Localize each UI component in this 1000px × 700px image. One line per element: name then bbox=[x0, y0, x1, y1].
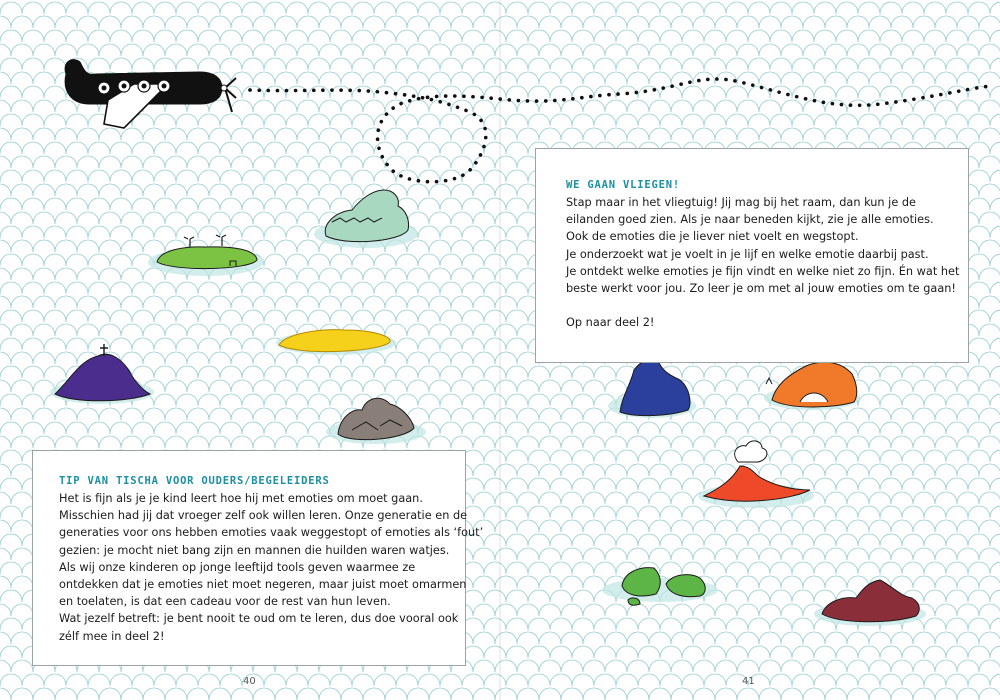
tip-line: en toelaten, is dat een cadeau voor de rest van hun leven. bbox=[59, 595, 391, 609]
tip-line: Het is fijn als je je kind leert hoe hij met emoties om moet gaan. bbox=[59, 492, 423, 505]
tip-line: generaties voor ons hebben emoties vaak weggestopt of emoties als ‘fout’ bbox=[59, 526, 484, 540]
tip-line: Wat jezelf betreft: je bent nooit te oud om te leren, dus doe vooral ook bbox=[59, 612, 459, 626]
intro-text-box bbox=[535, 148, 969, 363]
intro-line: Je ontdekt welke emoties je fijn vindt en welke niet zo fijn. Én wat het bbox=[566, 264, 960, 278]
tip-text-box bbox=[32, 450, 484, 666]
intro-closing: Op naar deel 2! bbox=[566, 316, 655, 330]
intro-line: Je onderzoekt wat je voelt in je lijf en welke emotie daarbij past. bbox=[566, 247, 929, 261]
tip-line: Misschien had jij dat vroeger zelf ook willen leren. Onze generatie en de bbox=[59, 509, 468, 523]
tip-line: gezien: je mocht niet bang zijn en mannen die huilden waren watjes. bbox=[59, 543, 450, 557]
tip-line: zélf mee in deel 2! bbox=[59, 629, 165, 643]
intro-heading: WE GAAN VLIEGEN! bbox=[566, 179, 680, 191]
intro-line: beste werkt voor jou. Zo leer je om met al jouw emoties om te gaan! bbox=[566, 282, 956, 296]
intro-line: Ook de emoties die je liever niet voelt en wegstopt. bbox=[566, 230, 859, 244]
intro-line: eilanden goed zien. Als je naar beneden kijkt, zie je alle emoties. bbox=[566, 213, 934, 227]
page-number-right: 41 bbox=[742, 676, 755, 687]
tip-line: Als wij onze kinderen op jonge leeftijd tools geven waarmee ze bbox=[59, 560, 416, 574]
tip-heading: TIP VAN TISCHA VOOR OUDERS/BEGELEIDERS bbox=[59, 475, 330, 487]
tip-line: ontdekken dat je emoties niet moet negeren, maar juist moet omarmen bbox=[59, 578, 467, 592]
intro-line: Stap maar in het vliegtuig! Jij mag bij het raam, dan kun je de bbox=[566, 196, 916, 209]
page-number-left: 40 bbox=[243, 676, 256, 687]
